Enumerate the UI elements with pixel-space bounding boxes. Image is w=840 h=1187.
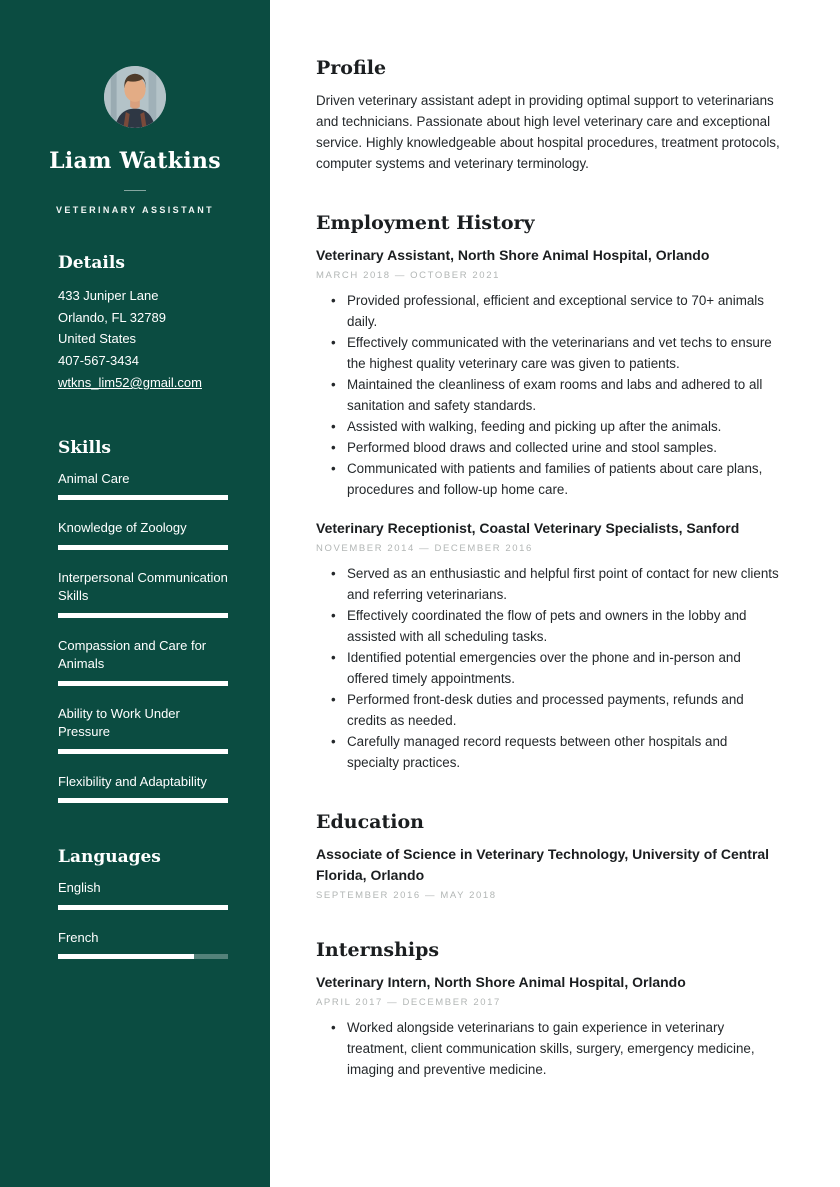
skill-bar-fill: [58, 495, 228, 500]
detail-line: United States: [58, 331, 137, 346]
sidebar: [0, 0, 270, 1187]
content-section: [316, 811, 782, 901]
entry-bullet-list: [316, 290, 782, 500]
skill-bar-track: [58, 798, 228, 803]
skill-bar-fill: [58, 545, 228, 550]
entry-bullet: • Effectively coordinated the flow of pets and owners in the lobby and assisted with all scheduling tasks.: [316, 605, 782, 647]
entry-bullet: • Performed blood draws and collected urine and stool samples.: [316, 437, 782, 458]
entry-bullet: • Assisted with walking, feeding and picking up after the animals.: [316, 416, 782, 437]
details-heading: Details: [58, 253, 125, 273]
avatar-photo: [104, 66, 166, 128]
language-bar-fill: [58, 954, 194, 959]
section-heading: Education: [316, 811, 424, 833]
resume-entry: [316, 972, 782, 1080]
person-name: Liam Watkins: [49, 148, 221, 174]
detail-line: 433 Juniper Lane: [58, 288, 159, 303]
section-heading: Employment History: [316, 212, 535, 234]
resume-entry: [316, 518, 782, 773]
skill-label: Interpersonal Communication Skills: [58, 569, 228, 603]
language-label: English: [58, 880, 101, 895]
skill-bar-track: [58, 495, 228, 500]
resume-entry: [316, 245, 782, 500]
entry-bullet: • Maintained the cleanliness of exam rooms and labs and adhered to all sanitation and safety standards.: [316, 374, 782, 416]
content-section: [316, 212, 782, 773]
skill-item: [58, 773, 228, 804]
languages-section: [58, 847, 228, 959]
language-item: [58, 879, 228, 910]
content-section: [316, 939, 782, 1080]
entry-bullet: • Carefully managed record requests between other hospitals and specialty practices.: [316, 731, 782, 773]
language-bar-fill: [58, 905, 228, 910]
entry-bullet: • Communicated with patients and families of patients about care plans, procedures and follow-up home care.: [316, 458, 782, 500]
skill-bar-track: [58, 613, 228, 618]
entry-bullet: • Provided professional, efficient and exceptional service to 70+ animals daily.: [316, 290, 782, 332]
language-bar-track: [58, 905, 228, 910]
details-section: [58, 253, 228, 394]
person-job-title: VETERINARY ASSISTANT: [55, 205, 214, 215]
section-paragraph: Driven veterinary assistant adept in providing optimal support to veterinarians and technicians. Passionate about high level veterinary care and exceptional service. Highly knowledgeable about hospital procedures, treatment protocols, computer systems and veterinary terminology.: [316, 93, 780, 171]
entry-bullet: • Identified potential emergencies over the phone and in-person and offered timely appointments.: [316, 647, 782, 689]
languages-heading: Languages: [58, 847, 161, 867]
skill-bar-fill: [58, 613, 228, 618]
entry-title: Veterinary Receptionist, Coastal Veterinary Specialists, Sanford: [316, 520, 740, 536]
content-section: [316, 57, 782, 174]
skills-heading: Skills: [58, 437, 112, 458]
entry-date-range: MARCH 2018 — OCTOBER 2021: [316, 270, 500, 281]
entry-title: Veterinary Assistant, North Shore Animal Hospital, Orlando: [316, 247, 710, 263]
skill-item: [58, 705, 228, 754]
sidebar-body: [0, 253, 270, 959]
detail-line: Orlando, FL 32789: [58, 309, 166, 325]
skill-label: Animal Care: [58, 470, 130, 486]
section-heading: Internships: [316, 939, 440, 961]
name-divider: [124, 190, 146, 191]
avatar-illustration: [104, 66, 166, 128]
skill-item: [58, 637, 228, 686]
skill-label: Flexibility and Adaptability: [58, 773, 207, 789]
skill-bar-fill: [58, 681, 228, 686]
skill-label: Ability to Work Under Pressure: [58, 705, 180, 739]
skill-bar-track: [58, 749, 228, 754]
main-content: [270, 0, 840, 1187]
entry-title: Associate of Science in Veterinary Technology, University of Central Florida, Orlando: [316, 846, 770, 883]
language-bar-track: [58, 954, 228, 959]
entry-bullet: • Worked alongside veterinarians to gain experience in veterinary treatment, client communication skills, surgery, emergency medicine, imaging and preventive medicine.: [316, 1017, 782, 1080]
skill-item: [58, 470, 228, 501]
skill-label: Knowledge of Zoology: [58, 520, 187, 535]
entry-bullet-list: [316, 563, 782, 773]
skill-item: [58, 519, 228, 550]
skill-bar-fill: [58, 749, 228, 754]
skill-bar-fill: [58, 798, 228, 803]
entry-bullet-list: [316, 1017, 782, 1080]
skill-item: [58, 569, 228, 618]
email-link[interactable]: wtkns_lim52@gmail.com: [58, 375, 202, 390]
entry-date-range: APRIL 2017 — DECEMBER 2017: [316, 997, 501, 1008]
language-label: French: [58, 929, 99, 945]
sidebar-header: [0, 66, 270, 215]
entry-date-range: NOVEMBER 2014 — DECEMBER 2016: [316, 543, 533, 554]
section-heading: Profile: [316, 57, 387, 79]
skill-bar-track: [58, 545, 228, 550]
skill-bar-track: [58, 681, 228, 686]
resume-entry: [316, 844, 782, 901]
entry-bullet: • Effectively communicated with the veterinarians and vet techs to ensure the highest quality veterinary care was given to patients.: [316, 332, 782, 374]
language-item: [58, 929, 228, 960]
entry-title: Veterinary Intern, North Shore Animal Hospital, Orlando: [316, 974, 686, 990]
entry-bullet: • Performed front-desk duties and processed payments, refunds and credits as needed.: [316, 689, 782, 731]
skills-section: [58, 438, 228, 804]
skill-label: Compassion and Care for Animals: [58, 637, 207, 671]
entry-bullet: • Served as an enthusiastic and helpful first point of contact for new clients and referring veterinarians.: [316, 563, 782, 605]
detail-line: 407-567-3434: [58, 352, 139, 368]
entry-date-range: SEPTEMBER 2016 — MAY 2018: [316, 890, 497, 901]
